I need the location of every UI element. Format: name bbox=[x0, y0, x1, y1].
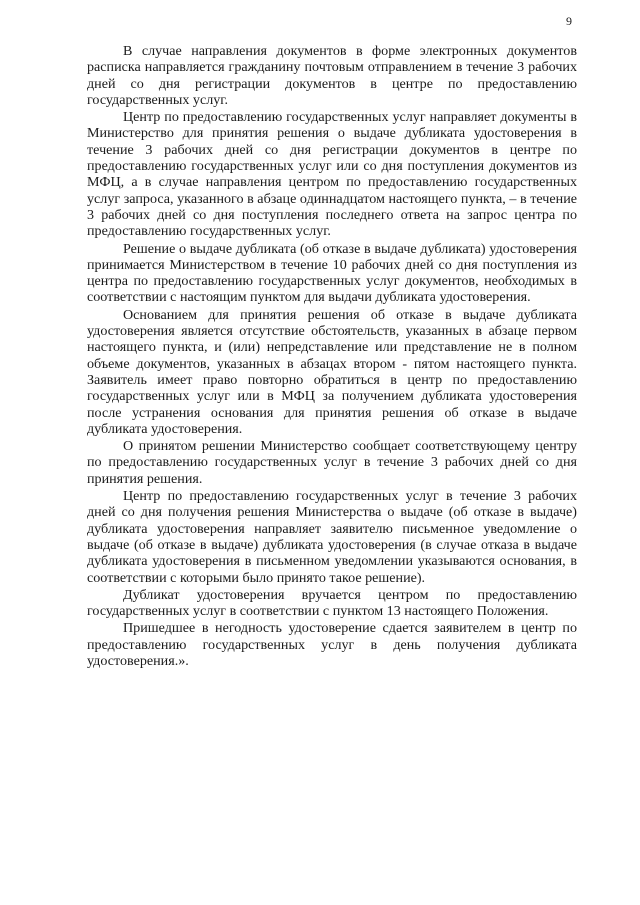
paragraph-5: О принятом решении Министерство сообщает соответствующему центру по предоставлению государственных услуг в течение 3 рабочих дней со дня принятия решения. bbox=[87, 438, 577, 487]
paragraph-2: Центр по предоставлению государственных услуг направляет документы в Министерство для принятия решения о выдаче дубликата удостоверения в течение 3 рабочих дней со дня регистрации документов в центре по предоставлению государственных услуг или со дня поступления документов из МФЦ, а в случае направления центром по предоставлению государственных услуг запроса, указанного в абзаце одиннадцатом настоящего пункта, – в течение 3 рабочих дней со дня поступления последнего ответа на запрос центра по предоставлению государственных услуг. bbox=[87, 109, 577, 240]
paragraph-8: Пришедшее в негодность удостоверение сдается заявителем в центр по предоставлению государственных услуг в день получения дубликата удостоверения.». bbox=[87, 620, 577, 669]
document-body bbox=[87, 43, 577, 670]
paragraph-6: Центр по предоставлению государственных услуг в течение 3 рабочих дней со дня получения решения Министерства о выдаче (об отказе в выдаче) дубликата удостоверения направляет заявителю письменное уведомление о выдаче (об отказе в выдаче) дубликата удостоверения (в случае отказа в выдаче дубликата удостоверения в письменном уведомлении указываются основания, в соответствии с которыми было принято такое решение). bbox=[87, 488, 577, 586]
paragraph-7: Дубликат удостоверения вручается центром по предоставлению государственных услуг в соответствии с пунктом 13 настоящего Положения. bbox=[87, 586, 577, 620]
paragraph-1: В случае направления документов в форме электронных документов расписка направляется гражданину почтовым отправлением в течение 3 рабочих дней со дня регистрации документов в центре по предоставлению государственных услуг. bbox=[87, 43, 577, 108]
paragraph-3: Решение о выдаче дубликата (об отказе в выдаче дубликата) удостоверения принимается Министерством в течение 10 рабочих дней со дня поступления из центра по предоставлению государственных услуг документов, необходимых в соответствии с настоящим пунктом для выдачи дубликата удостоверения. bbox=[87, 240, 577, 306]
page-number: 9 bbox=[566, 14, 572, 28]
paragraph-4: Основанием для принятия решения об отказе в выдаче дубликата удостоверения является отсутствие обстоятельств, указанных в абзаце первом настоящего пункта, и (или) непредставление или представление не в полном объеме документов, указанных в абзацах втором - пятом настоящего пункта. Заявитель имеет право повторно обратиться в центр по предоставлению государственных услуг или в МФЦ за получением дубликата удостоверения после устранения основания для принятия решения об отказе в выдаче дубликата удостоверения. bbox=[87, 306, 577, 437]
